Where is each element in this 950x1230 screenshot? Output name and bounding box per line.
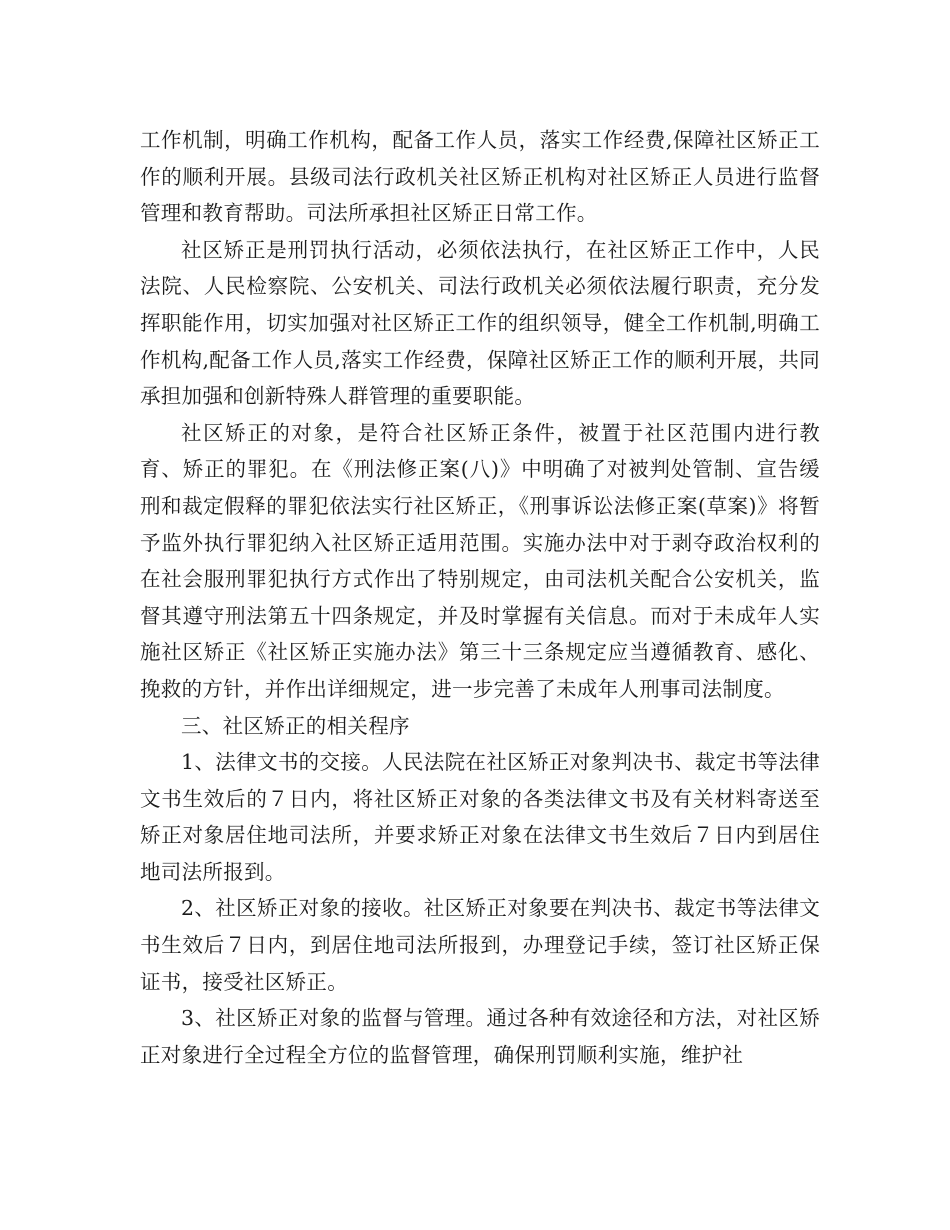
paragraph-supervision-management: 3、社区矫正对象的监督与管理。通过各种有效途径和方法，对社区矫正对象进行全过程全方位的监督管理，确保刑罚顺利实施，维护社 (140, 1006, 820, 1067)
paragraph-penalty-execution: 社区矫正是刑罚执行活动，必须依法执行，在社区矫正工作中，人民法院、人民检察院、公安机关、司法行政机关必须依法履行职责，充分发挥职能作用，切实加强对社区矫正工作的组织领导，健全工作机制,明确工作机构,配备工作人员,落实工作经费，保障社区矫正工作的顺利开展，共同承担加强和创新特殊人群管理的重要职能。 (140, 237, 820, 409)
section-heading-procedures: 三、社区矫正的相关程序 (181, 713, 410, 738)
paragraph-object-reception: 2、社区矫正对象的接收。社区矫正对象要在判决书、裁定书等法律文书生效后７日内，到居住地司法所报到，办理登记手续，签订社区矫正保证书，接受社区矫正。 (140, 896, 820, 994)
paragraph-work-mechanism: 工作机制，明确工作机构，配备工作人员，落实工作经费,保障社区矫正工作的顺利开展。县级司法行政机关社区矫正机构对社区矫正人员进行监督管理和教育帮助。司法所承担社区矫正日常工作。 (140, 128, 820, 226)
paragraph-correction-objects: 社区矫正的对象，是符合社区矫正条件，被置于社区范围内进行教育、矫正的罪犯。在《刑法修正案(八)》中明确了对被判处管制、宣告缓刑和裁定假释的罪犯依法实行社区矫正，《刑事诉讼法修正案(草案)》将暂予监外执行罪犯纳入社区矫正适用范围。实施办法中对于剥夺政治权利的在社会服刑罪犯执行方式作出了特别规定，由司法机关配合公安机关，监督其遵守刑法第五十四条规定，并及时掌握有关信息。而对于未成年人实施社区矫正《社区矫正实施办法》第三十三条规定应当遵循教育、感化、挽救的方针，并作出详细规定，进一步完善了未成年人刑事司法制度。 (140, 420, 820, 701)
paragraph-document-handover: 1、法律文书的交接。人民法院在社区矫正对象判决书、裁定书等法律文书生效后的７日内，将社区矫正对象的各类法律文书及有关材料寄送至矫正对象居住地司法所，并要求矫正对象在法律文书生效后７日内到居住地司法所报到。 (140, 750, 820, 884)
document-page (140, 122, 820, 1073)
